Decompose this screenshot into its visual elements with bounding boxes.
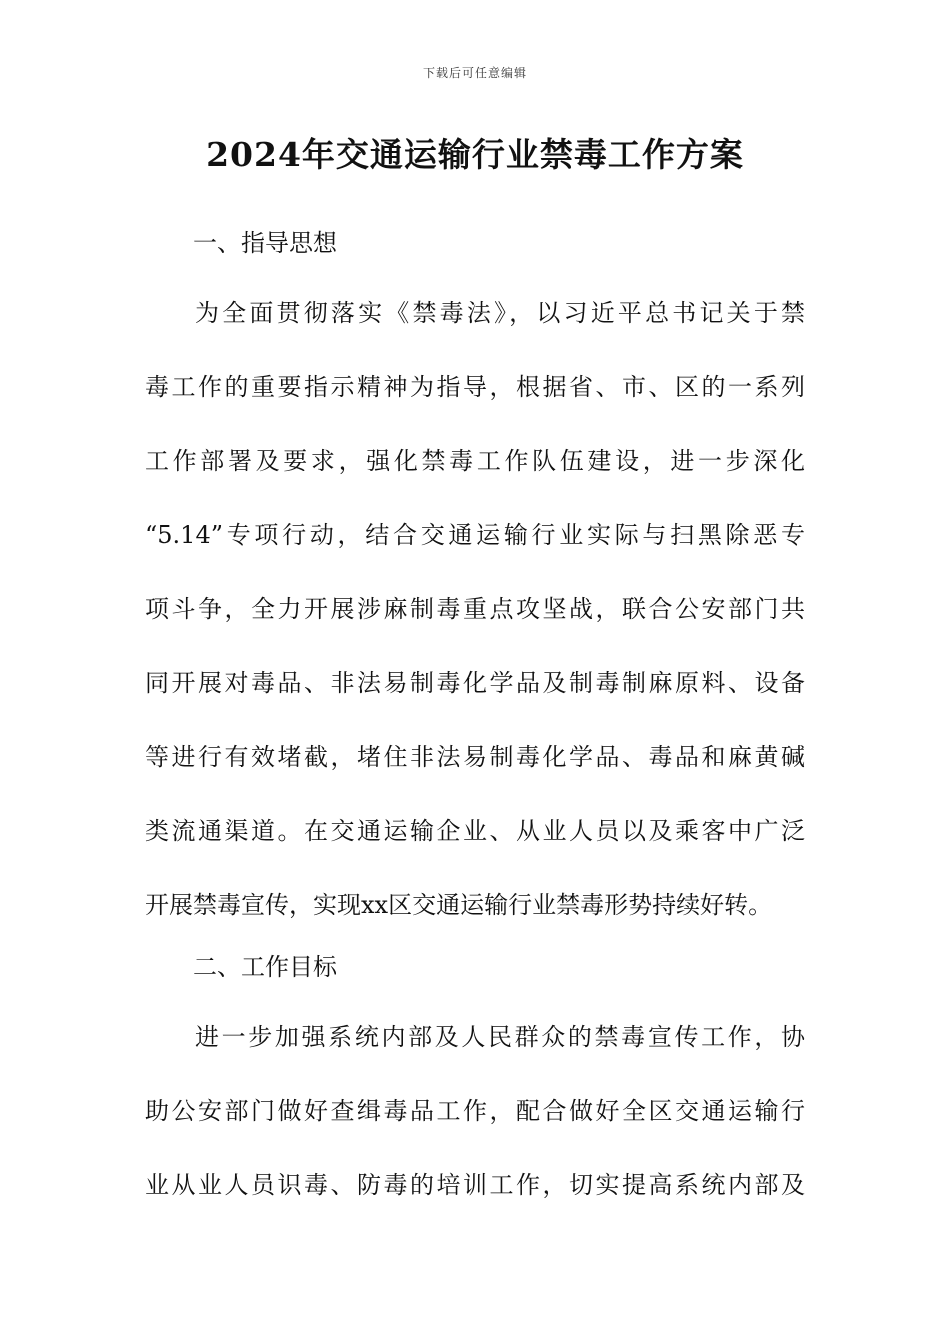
paragraph-line: 业从业人员识毒、防毒的培训工作，切实提高系统内部及	[145, 1171, 805, 1199]
paragraph-line: 开展禁毒宣传，实现xx区交通运输行业禁毒形势持续好转。	[145, 891, 773, 919]
document-title: 2024年交通运输行业禁毒工作方案	[206, 135, 744, 174]
paragraph-line: 为全面贯彻落实《禁毒法》，以习近平总书记关于禁	[195, 299, 805, 327]
paragraph-line: 同开展对毒品、非法易制毒化学品及制毒制麻原料、设备	[145, 669, 805, 697]
paragraph-line: 工作部署及要求，强化禁毒工作队伍建设，进一步深化	[145, 447, 805, 475]
section-heading: 二、工作目标	[193, 953, 337, 981]
paragraph-line: 进一步加强系统内部及人民群众的禁毒宣传工作，协	[195, 1023, 805, 1051]
document-body	[145, 218, 805, 1222]
paragraph-line: 项斗争，全力开展涉麻制毒重点攻坚战，联合公安部门共	[145, 595, 805, 623]
paragraph-line: 助公安部门做好查缉毒品工作，配合做好全区交通运输行	[145, 1097, 805, 1125]
header-note: 下载后可任意编辑	[422, 66, 527, 80]
paragraph-line: “5.14”专项行动，结合交通运输行业实际与扫黑除恶专	[145, 521, 805, 549]
paragraph-line: 等进行有效堵截，堵住非法易制毒化学品、毒品和麻黄碱	[145, 743, 805, 771]
section-heading: 一、指导思想	[193, 229, 337, 257]
paragraph-line: 类流通渠道。在交通运输企业、从业人员以及乘客中广泛	[145, 817, 805, 845]
paragraph-line: 毒工作的重要指示精神为指导，根据省、市、区的一系列	[145, 373, 805, 401]
